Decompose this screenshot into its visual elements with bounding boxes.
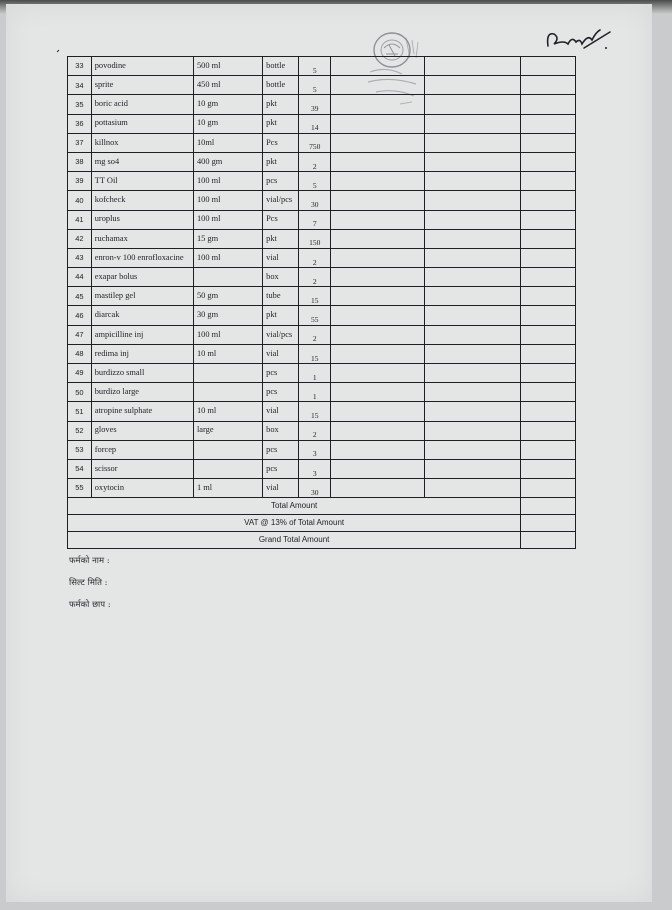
table-row xyxy=(68,133,576,152)
serial-number-cell: 39 xyxy=(68,172,92,191)
margin-tick-mark xyxy=(56,48,62,54)
amount-cell xyxy=(425,479,521,498)
pack-size-cell: 30 gm xyxy=(193,306,262,325)
quantity-cell: 3 xyxy=(299,440,331,459)
rate-cell xyxy=(331,114,425,133)
table-row xyxy=(68,210,576,229)
remarks-cell xyxy=(521,133,576,152)
table-body xyxy=(68,57,576,498)
pack-size-cell: 15 gm xyxy=(193,229,262,248)
unit-cell: pcs xyxy=(263,383,299,402)
serial-number-cell: 51 xyxy=(68,402,92,421)
rate-cell xyxy=(331,306,425,325)
item-name-cell: burdizo large xyxy=(91,383,193,402)
serial-number-cell: 34 xyxy=(68,76,92,95)
table-row xyxy=(68,325,576,344)
table-row xyxy=(68,440,576,459)
pack-size-cell: 100 ml xyxy=(193,325,262,344)
pack-size-cell xyxy=(193,459,262,478)
serial-number-cell: 55 xyxy=(68,479,92,498)
remarks-cell xyxy=(521,402,576,421)
unit-cell: tube xyxy=(263,287,299,306)
pack-size-cell: 100 ml xyxy=(193,210,262,229)
item-name-cell: TT Oil xyxy=(91,172,193,191)
grand-total-label: Grand Total Amount xyxy=(68,532,521,549)
rate-cell xyxy=(331,459,425,478)
item-name-cell: atropine sulphate xyxy=(91,402,193,421)
remarks-cell xyxy=(521,479,576,498)
amount-cell xyxy=(425,229,521,248)
pack-size-cell: 10 gm xyxy=(193,114,262,133)
item-name-cell: burdizzo small xyxy=(91,364,193,383)
rate-cell xyxy=(331,364,425,383)
pack-size-cell: 1 ml xyxy=(193,479,262,498)
remarks-cell xyxy=(521,325,576,344)
rate-cell xyxy=(331,440,425,459)
remarks-cell xyxy=(521,57,576,76)
table-row xyxy=(68,383,576,402)
unit-cell: pcs xyxy=(263,440,299,459)
serial-number-cell: 42 xyxy=(68,229,92,248)
rate-cell xyxy=(331,133,425,152)
rate-cell xyxy=(331,95,425,114)
firm-stamp-label: फर्मको छाप : xyxy=(69,600,111,610)
firm-name-label: फर्मको नाम : xyxy=(69,556,110,566)
amount-cell xyxy=(425,248,521,267)
amount-cell xyxy=(425,306,521,325)
remarks-cell xyxy=(521,114,576,133)
pack-size-cell: large xyxy=(193,421,262,440)
serial-number-cell: 33 xyxy=(68,57,92,76)
total-row xyxy=(68,498,576,515)
rate-cell xyxy=(331,152,425,171)
table-row xyxy=(68,402,576,421)
vat-amount-value xyxy=(521,515,576,532)
serial-number-cell: 54 xyxy=(68,459,92,478)
serial-number-cell: 37 xyxy=(68,133,92,152)
item-name-cell: enron-v 100 enrofloxacine xyxy=(91,248,193,267)
date-label: सिल्ट मिति : xyxy=(69,578,108,588)
pack-size-cell: 500 ml xyxy=(193,57,262,76)
table-row xyxy=(68,421,576,440)
pack-size-cell: 100 ml xyxy=(193,191,262,210)
table-row xyxy=(68,191,576,210)
table-row xyxy=(68,248,576,267)
rate-cell xyxy=(331,402,425,421)
quantity-cell: 2 xyxy=(299,152,331,171)
unit-cell: vial xyxy=(263,248,299,267)
remarks-cell xyxy=(521,268,576,287)
pack-size-cell: 50 gm xyxy=(193,287,262,306)
unit-cell: Pcs xyxy=(263,210,299,229)
unit-cell: vial xyxy=(263,402,299,421)
rate-cell xyxy=(331,191,425,210)
remarks-cell xyxy=(521,344,576,363)
pack-size-cell xyxy=(193,268,262,287)
amount-cell xyxy=(425,421,521,440)
amount-cell xyxy=(425,325,521,344)
amount-cell xyxy=(425,287,521,306)
pack-size-cell: 100 ml xyxy=(193,172,262,191)
item-name-cell: boric acid xyxy=(91,95,193,114)
remarks-cell xyxy=(521,287,576,306)
quantity-cell: 5 xyxy=(299,172,331,191)
quantity-cell: 55 xyxy=(299,306,331,325)
serial-number-cell: 46 xyxy=(68,306,92,325)
serial-number-cell: 45 xyxy=(68,287,92,306)
amount-cell xyxy=(425,210,521,229)
rate-cell xyxy=(331,421,425,440)
remarks-cell xyxy=(521,95,576,114)
serial-number-cell: 50 xyxy=(68,383,92,402)
pack-size-cell: 10 gm xyxy=(193,95,262,114)
quantity-cell: 15 xyxy=(299,344,331,363)
unit-cell: pcs xyxy=(263,172,299,191)
unit-cell: vial xyxy=(263,344,299,363)
pack-size-cell xyxy=(193,383,262,402)
rate-cell xyxy=(331,383,425,402)
remarks-cell xyxy=(521,306,576,325)
quantity-cell: 5 xyxy=(299,57,331,76)
table-row xyxy=(68,114,576,133)
pack-size-cell: 100 ml xyxy=(193,248,262,267)
serial-number-cell: 44 xyxy=(68,268,92,287)
quantity-cell: 30 xyxy=(299,191,331,210)
item-name-cell: redima inj xyxy=(91,344,193,363)
quantity-cell: 1 xyxy=(299,383,331,402)
remarks-cell xyxy=(521,421,576,440)
unit-cell: vial/pcs xyxy=(263,191,299,210)
grand-total-value xyxy=(521,532,576,549)
vat-amount-label: VAT @ 13% of Total Amount xyxy=(68,515,521,532)
unit-cell: pkt xyxy=(263,306,299,325)
remarks-cell xyxy=(521,76,576,95)
amount-cell xyxy=(425,133,521,152)
handwritten-signature xyxy=(540,18,620,58)
remarks-cell xyxy=(521,364,576,383)
unit-cell: vial/pcs xyxy=(263,325,299,344)
remarks-cell xyxy=(521,248,576,267)
amount-cell xyxy=(425,114,521,133)
remarks-cell xyxy=(521,229,576,248)
serial-number-cell: 36 xyxy=(68,114,92,133)
item-name-cell: ampicilline inj xyxy=(91,325,193,344)
rate-cell xyxy=(331,287,425,306)
unit-cell: box xyxy=(263,268,299,287)
firm-details-section xyxy=(69,554,111,620)
remarks-cell xyxy=(521,440,576,459)
unit-cell: pkt xyxy=(263,229,299,248)
table-row xyxy=(68,229,576,248)
serial-number-cell: 53 xyxy=(68,440,92,459)
quantity-cell: 2 xyxy=(299,325,331,344)
table-row xyxy=(68,364,576,383)
unit-cell: pkt xyxy=(263,114,299,133)
quantity-cell: 15 xyxy=(299,402,331,421)
serial-number-cell: 40 xyxy=(68,191,92,210)
quantity-cell: 15 xyxy=(299,287,331,306)
amount-cell xyxy=(425,95,521,114)
rate-cell xyxy=(331,57,425,76)
unit-cell: bottle xyxy=(263,76,299,95)
table-row xyxy=(68,344,576,363)
table-summary xyxy=(68,498,576,549)
pack-size-cell: 400 gm xyxy=(193,152,262,171)
total-amount-value xyxy=(521,498,576,515)
remarks-cell xyxy=(521,191,576,210)
amount-cell xyxy=(425,268,521,287)
quantity-cell: 14 xyxy=(299,114,331,133)
serial-number-cell: 48 xyxy=(68,344,92,363)
pack-size-cell: 450 ml xyxy=(193,76,262,95)
table-row xyxy=(68,287,576,306)
serial-number-cell: 47 xyxy=(68,325,92,344)
rate-cell xyxy=(331,479,425,498)
rate-cell xyxy=(331,76,425,95)
item-name-cell: pottasium xyxy=(91,114,193,133)
table-row xyxy=(68,306,576,325)
rate-cell xyxy=(331,172,425,191)
rate-cell xyxy=(331,325,425,344)
total-amount-label: Total Amount xyxy=(68,498,521,515)
quantity-cell: 39 xyxy=(299,95,331,114)
amount-cell xyxy=(425,191,521,210)
quantity-cell: 5 xyxy=(299,76,331,95)
rate-cell xyxy=(331,229,425,248)
amount-cell xyxy=(425,440,521,459)
item-name-cell: kofcheck xyxy=(91,191,193,210)
quantity-cell: 150 xyxy=(299,229,331,248)
amount-cell xyxy=(425,383,521,402)
item-name-cell: sprite xyxy=(91,76,193,95)
unit-cell: vial xyxy=(263,479,299,498)
amount-cell xyxy=(425,172,521,191)
table-row xyxy=(68,479,576,498)
item-name-cell: forcep xyxy=(91,440,193,459)
rate-cell xyxy=(331,248,425,267)
serial-number-cell: 35 xyxy=(68,95,92,114)
serial-number-cell: 43 xyxy=(68,248,92,267)
pack-size-cell: 10ml xyxy=(193,133,262,152)
unit-cell: pcs xyxy=(263,364,299,383)
pack-size-cell xyxy=(193,440,262,459)
item-name-cell: scissor xyxy=(91,459,193,478)
item-name-cell: killnox xyxy=(91,133,193,152)
item-name-cell: mastilep gel xyxy=(91,287,193,306)
table-row xyxy=(68,57,576,76)
table-row xyxy=(68,268,576,287)
remarks-cell xyxy=(521,383,576,402)
unit-cell: bottle xyxy=(263,57,299,76)
rate-cell xyxy=(331,210,425,229)
amount-cell xyxy=(425,57,521,76)
quantity-cell: 2 xyxy=(299,268,331,287)
amount-cell xyxy=(425,152,521,171)
item-name-cell: diarcak xyxy=(91,306,193,325)
serial-number-cell: 38 xyxy=(68,152,92,171)
table-row xyxy=(68,152,576,171)
item-name-cell: gloves xyxy=(91,421,193,440)
medicine-price-table xyxy=(67,56,576,549)
remarks-cell xyxy=(521,210,576,229)
quantity-cell: 3 xyxy=(299,459,331,478)
table-row xyxy=(68,459,576,478)
item-name-cell: mg so4 xyxy=(91,152,193,171)
quantity-cell: 1 xyxy=(299,364,331,383)
grand-total-row xyxy=(68,532,576,549)
pack-size-cell: 10 ml xyxy=(193,344,262,363)
amount-cell xyxy=(425,459,521,478)
remarks-cell xyxy=(521,152,576,171)
quantity-cell: 750 xyxy=(299,133,331,152)
serial-number-cell: 49 xyxy=(68,364,92,383)
serial-number-cell: 41 xyxy=(68,210,92,229)
remarks-cell xyxy=(521,459,576,478)
amount-cell xyxy=(425,402,521,421)
amount-cell xyxy=(425,344,521,363)
item-name-cell: ruchamax xyxy=(91,229,193,248)
unit-cell: box xyxy=(263,421,299,440)
remarks-cell xyxy=(521,172,576,191)
unit-cell: Pcs xyxy=(263,133,299,152)
quantity-cell: 2 xyxy=(299,421,331,440)
rate-cell xyxy=(331,268,425,287)
pack-size-cell xyxy=(193,364,262,383)
table-row xyxy=(68,95,576,114)
amount-cell xyxy=(425,76,521,95)
item-name-cell: exapar bolus xyxy=(91,268,193,287)
quantity-cell: 30 xyxy=(299,479,331,498)
pack-size-cell: 10 ml xyxy=(193,402,262,421)
table-row xyxy=(68,76,576,95)
unit-cell: pkt xyxy=(263,95,299,114)
item-name-cell: povodine xyxy=(91,57,193,76)
rate-cell xyxy=(331,344,425,363)
item-name-cell: oxytocin xyxy=(91,479,193,498)
vat-row xyxy=(68,515,576,532)
serial-number-cell: 52 xyxy=(68,421,92,440)
unit-cell: pkt xyxy=(263,152,299,171)
quantity-cell: 7 xyxy=(299,210,331,229)
quantity-cell: 2 xyxy=(299,248,331,267)
table-row xyxy=(68,172,576,191)
amount-cell xyxy=(425,364,521,383)
unit-cell: pcs xyxy=(263,459,299,478)
item-name-cell: uroplus xyxy=(91,210,193,229)
